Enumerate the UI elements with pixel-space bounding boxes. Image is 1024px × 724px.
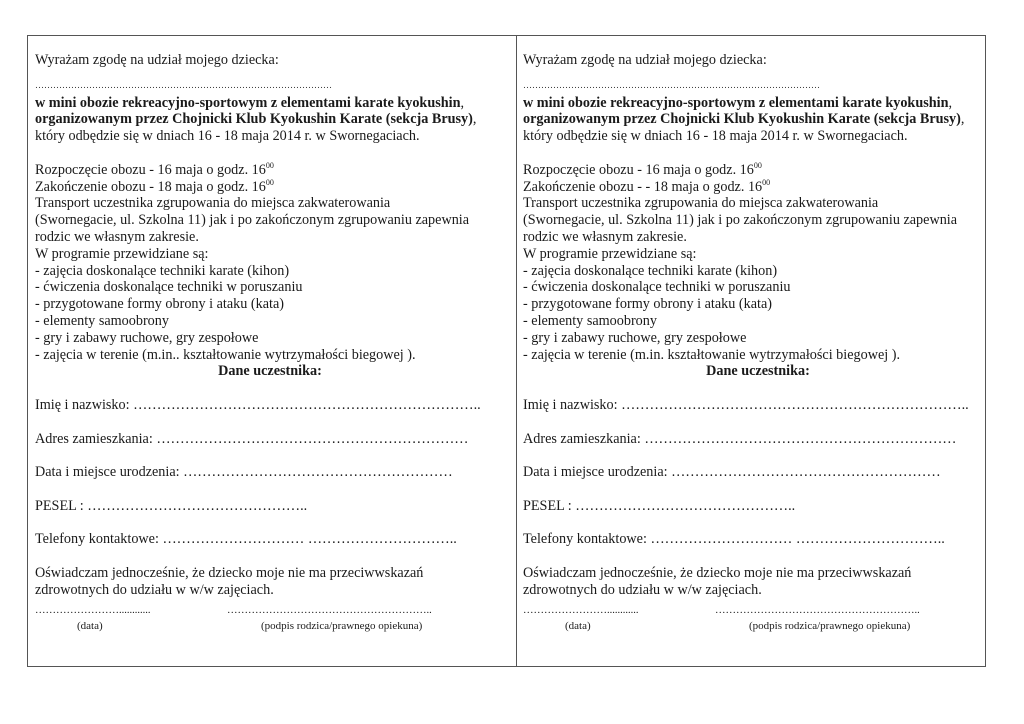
signature-row xyxy=(523,603,993,620)
program-item: - elementy samoobrony xyxy=(523,312,657,329)
birth-field: Data i miejsce urodzenia: ………………………………………………… xyxy=(523,464,941,481)
date-signature-dots: ……………………............ xyxy=(35,604,151,616)
participant-header: Dane uczestnika: xyxy=(706,363,810,380)
date-caption: (data) xyxy=(77,620,103,633)
program-header: W programie przewidziane są: xyxy=(523,245,697,262)
camp-date-line: który odbędzie się w dniach 16 - 18 maja 2014 r. w Swornegaciach. xyxy=(523,128,908,145)
pesel-field: PESEL : ……………………………………….. xyxy=(523,497,796,514)
address-field: Adres zamieszkania: ………………………………………………………… xyxy=(523,430,957,447)
program-item: - zajęcia doskonalące techniki karate (kihon) xyxy=(35,262,290,279)
declaration-line-2: zdrowotnych do udziału w w/w zajęciach. xyxy=(35,581,274,598)
start-line: Rozpoczęcie obozu - 16 maja o godz. $16^{00}$ xyxy=(35,160,274,178)
consent-line: Wyrażam zgodę na udział mojego dziecka: xyxy=(523,52,767,68)
camp-line-1: w mini obozie rekreacyjno-sportowym z elementami karate kyokushin, xyxy=(523,94,953,111)
program-item: - zajęcia doskonalące techniki karate (kihon) xyxy=(523,262,778,279)
parent-caption: (podpis rodzica/prawnego opiekuna) xyxy=(749,620,911,633)
parent-signature-dots: ………………………………………………….. xyxy=(715,604,920,616)
transport-line-2: (Swornegacie, ul. Szkolna 11) jak i po zakończonym zgrupowaniu zapewnia xyxy=(35,212,470,229)
camp-line-1: w mini obozie rekreacyjno-sportowym z elementami karate kyokushin, xyxy=(35,94,465,111)
caption-row xyxy=(523,619,993,633)
transport-line-3: rodzic we własnym zakresie. xyxy=(35,228,199,245)
transport-line-2: (Swornegacie, ul. Szkolna 11) jak i po zakończonym zgrupowaniu zapewnia xyxy=(523,212,958,229)
program-item: - ćwiczenia doskonalące techniki w poruszaniu xyxy=(523,279,791,296)
program-item: - przygotowane formy obrony i ataku (kata) xyxy=(35,296,284,313)
program-item: - elementy samoobrony xyxy=(35,312,169,329)
consent-sheet xyxy=(27,35,986,667)
program-item: - gry i zabawy ruchowe, gry zespołowe xyxy=(523,329,747,346)
program-item: - przygotowane formy obrony i ataku (kata) xyxy=(523,296,772,313)
camp-date-line: który odbędzie się w dniach 16 - 18 maja 2014 r. w Swornegaciach. xyxy=(35,128,420,145)
consent-form-left xyxy=(35,52,505,633)
program-item: - zajęcia w terenie (m.in. kształtowanie wytrzymałości biegowej ). xyxy=(523,346,901,363)
name-field: Imię i nazwisko: ……………………………………………………………….. xyxy=(523,396,969,413)
child-name-dots: ……………………………………………………………………………………… xyxy=(523,79,820,90)
caption-row xyxy=(35,619,505,633)
column-divider xyxy=(516,36,517,666)
address-field: Adres zamieszkania: ………………………………………………………… xyxy=(35,430,469,447)
birth-field: Data i miejsce urodzenia: ………………………………………………… xyxy=(35,464,453,481)
parent-caption: (podpis rodzica/prawnego opiekuna) xyxy=(261,620,423,633)
consent-form-right xyxy=(523,52,993,633)
program-item: - gry i zabawy ruchowe, gry zespołowe xyxy=(35,329,259,346)
program-header: W programie przewidziane są: xyxy=(35,245,209,262)
transport-line-1: Transport uczestnika zgrupowania do miejsca zakwaterowania xyxy=(35,195,391,212)
date-signature-dots: ……………………............ xyxy=(523,604,639,616)
participant-header: Dane uczestnika: xyxy=(218,363,322,380)
transport-line-1: Transport uczestnika zgrupowania do miejsca zakwaterowania xyxy=(523,195,879,212)
child-name-dots: ……………………………………………………………………………………… xyxy=(35,79,332,90)
phone-field: Telefony kontaktowe: ………………………… ………………………….. xyxy=(35,531,457,548)
camp-line-2: organizowanym przez Chojnicki Klub Kyokushin Karate (sekcja Brusy), xyxy=(523,111,965,128)
camp-line-2: organizowanym przez Chojnicki Klub Kyokushin Karate (sekcja Brusy), xyxy=(35,111,477,128)
end-line: Zakończenie obozu - 18 maja o godz. $16^{00}$ xyxy=(35,177,274,195)
transport-line-3: rodzic we własnym zakresie. xyxy=(523,228,687,245)
pesel-field: PESEL : ……………………………………….. xyxy=(35,497,308,514)
phone-field: Telefony kontaktowe: ………………………… ………………………….. xyxy=(523,531,945,548)
parent-signature-dots: ………………………………………………….. xyxy=(227,604,432,616)
program-item: - zajęcia w terenie (m.in.. kształtowanie wytrzymałości biegowej ). xyxy=(35,346,416,363)
start-line: Rozpoczęcie obozu - 16 maja o godz. $16^{00}$ xyxy=(523,160,762,178)
declaration-line-1: Oświadczam jednocześnie, że dziecko moje nie ma przeciwwskazań xyxy=(35,564,424,581)
program-item: - ćwiczenia doskonalące techniki w poruszaniu xyxy=(35,279,303,296)
name-field: Imię i nazwisko: ……………………………………………………………….. xyxy=(35,396,481,413)
declaration-line-2: zdrowotnych do udziału w w/w zajęciach. xyxy=(523,581,762,598)
date-caption: (data) xyxy=(565,620,591,633)
signature-row xyxy=(35,603,505,620)
consent-line: Wyrażam zgodę na udział mojego dziecka: xyxy=(35,52,279,68)
declaration-line-1: Oświadczam jednocześnie, że dziecko moje nie ma przeciwwskazań xyxy=(523,564,912,581)
end-line: Zakończenie obozu - - 18 maja o godz. $16^{00}$ xyxy=(523,177,771,195)
